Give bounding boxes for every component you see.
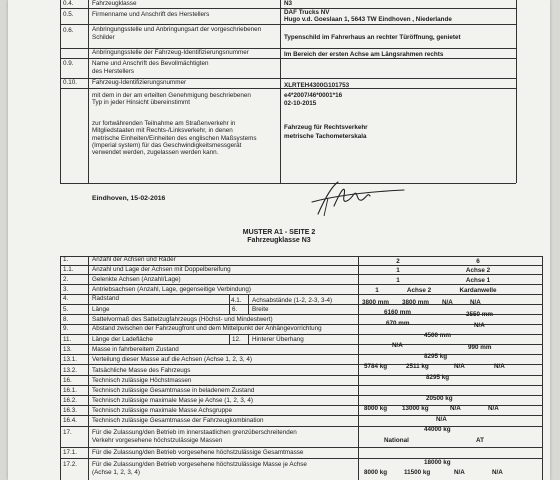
field-label: zur fortwährenden Teilnahme am Straßenverkehr in (92, 120, 236, 127)
field-label: Tatsächliche Masse des Fahrzeugs (92, 367, 191, 374)
approval-date: 02-10-2015 (284, 100, 317, 107)
field-value: 18000 kg (424, 459, 451, 466)
field-label: Für die Zulassung/den Betrieb vorgesehene höchstzulässige Gesamtmasse (92, 449, 304, 456)
field-value: 1 (396, 277, 400, 284)
field-label: Fahrzeug-Identifizierungsnummer (92, 79, 187, 86)
place-date: Eindhoven, 15-02-2016 (92, 195, 166, 202)
field-label: Firmenname und Anschrift des Herstellers (92, 11, 210, 18)
field-value: N/A (442, 299, 453, 306)
field-value: N/A (492, 469, 503, 476)
field-label: Technisch zulässige Höchstmassen (92, 377, 192, 384)
field-value: 8000 kg (364, 405, 388, 412)
field-value: Kardanwelle (459, 287, 497, 294)
field-label: metrische Einheiten/Einheiten des englischen Maßsystems (92, 135, 257, 142)
field-value: 3800 mm (362, 299, 389, 306)
field-label: Technisch zulässige maximale Masse Achsgruppe (92, 407, 232, 414)
field-value: 5784 kg (364, 363, 388, 370)
row-number: 2. (63, 276, 69, 283)
row-number: 1.1. (63, 266, 74, 273)
field-label: Sattelvormaß des Sattelzugfahrzeugs (Höchst- und Mindestwert) (92, 316, 273, 323)
field-label: Verkehr vorgesehene höchstzulässige Massen (92, 437, 223, 444)
field-value: 20500 kg (426, 395, 453, 402)
field-value: N/A (474, 322, 485, 329)
field-value: 13000 kg (402, 405, 429, 412)
field-value: N3 (284, 0, 293, 7)
row-number: 13. (63, 346, 72, 353)
field-value: 2550 mm (466, 311, 493, 318)
field-label: mit dem in der am erteilten Genehmigung beschriebenen (92, 92, 251, 99)
field-value: N/A (488, 405, 499, 412)
row-number: 4. (63, 295, 69, 302)
row-number: 0.5. (63, 11, 74, 18)
row-number: 13.2. (63, 367, 78, 374)
field-value: N/A (450, 405, 461, 412)
row-number: 0.4. (63, 0, 74, 7)
row-number: 4.1. (231, 297, 242, 304)
row-number: 11. (63, 336, 72, 343)
row-number: 12. (232, 336, 241, 343)
field-value: 11500 kg (404, 469, 431, 476)
field-value: Hugo v.d. Goeslaan 1, 5643 TW Eindhoven , Niederlande (284, 16, 452, 23)
field-value: Achse 2 (406, 287, 432, 294)
field-label: Anzahl und Lage der Achsen mit Doppelbereifung (92, 266, 231, 273)
field-label: Mitgliedstaaten mit Rechts-/Linksverkehr, in denen (92, 127, 233, 134)
row-number: 0.6. (63, 27, 74, 34)
field-label: (Imperial system) für das Geschwindigkeitsmessgerät (92, 142, 242, 149)
row-number: 3. (63, 286, 69, 293)
field-value: 3800 mm (402, 299, 429, 306)
row-number: 16.3. (63, 407, 78, 414)
field-value: DAF Trucks NV (284, 9, 330, 16)
field-label: Breite (252, 306, 269, 313)
field-value: 8295 kg (424, 353, 448, 360)
field-value: N/A (494, 363, 505, 370)
row-number: 16.4. (63, 417, 78, 424)
field-value: Achse 1 (465, 277, 491, 284)
field-value: 4500 mm (424, 332, 451, 339)
field-value: 8295 kg (426, 374, 450, 381)
field-value: N/A (392, 342, 403, 349)
field-label: Achsabstände (1-2, 2-3, 3-4) (252, 297, 333, 304)
page-heading: MUSTER A1 - SEITE 2 (242, 229, 316, 236)
page-subheading: Fahrzeugklasse N3 (247, 237, 311, 244)
row-number: 9. (63, 325, 69, 332)
field-label: Anbringungsstelle und Anbringungsart der vorgeschriebenen (92, 26, 262, 33)
field-label: (Achse 1, 2, 3, 4) (92, 469, 140, 476)
field-value: Typenschild im Fahrerhaus an rechter Türöffnung, genietet (284, 34, 461, 41)
field-label: Fahrzeugklasse (92, 0, 137, 7)
field-value: metrische Tachometerskala (284, 133, 367, 140)
field-label: Technisch zulässige Gesamtmasse in beladenem Zustand (92, 387, 255, 394)
field-label: Länge (92, 306, 110, 313)
field-label: Verteilung dieser Masse auf die Achsen (Achse 1, 2, 3, 4) (92, 356, 252, 363)
field-value: Im Bereich der ersten Achse am Längsrahmen rechts (284, 51, 444, 58)
field-value: 6 (476, 258, 480, 265)
field-label: Für die Zulassung/den Betrieb vorgesehene höchstzulässige Masse je Achse (92, 461, 307, 468)
field-value: 1 (375, 287, 379, 294)
field-label: Schilder (92, 34, 115, 41)
field-label: Technisch zulässige Gesamtmasse der Fahrzeugkombination (92, 417, 264, 424)
field-label: des Herstellers (92, 68, 134, 75)
row-number: 17.2. (63, 461, 78, 468)
row-number: 8. (63, 316, 69, 323)
field-label: Masse in fahrbereitem Zustand (92, 346, 179, 353)
field-value: N/A (470, 299, 481, 306)
field-value: N/A (454, 469, 465, 476)
field-value: 2 (396, 258, 400, 265)
field-label: verwendet werden, zugelassen werden kann. (92, 149, 219, 156)
field-label: Technisch zulässige maximale Masse je Achse (1, 2, 3, 4) (92, 397, 253, 404)
field-label: Typ in jeder Hinsicht übereinstimmt (92, 99, 190, 106)
field-label: Anbringungsstelle der Fahrzeug-Identifizierungsnummer (92, 49, 249, 56)
document-page (8, 0, 550, 480)
row-number: 0.10. (63, 79, 78, 86)
field-value: N/A (436, 416, 447, 423)
field-value: National (384, 437, 409, 444)
field-value: N/A (454, 363, 465, 370)
field-value: Achse 2 (465, 267, 491, 274)
row-number: 5. (63, 306, 69, 313)
row-number: 16. (63, 377, 72, 384)
row-number: 6. (232, 306, 238, 313)
field-label: Gelenkte Achsen (Anzahl/Lage) (92, 276, 181, 283)
field-label: Radstand (92, 295, 119, 302)
row-number: 16.1. (63, 387, 78, 394)
field-value: Fahrzeug für Rechtsverkehr (284, 124, 368, 131)
field-label: Anzahl der Achsen und Räder (92, 256, 176, 263)
field-label: Abstand zwischen der Fahrzeugfront und dem Mittelpunkt der Anhängevorrichtung (92, 325, 322, 332)
field-value: 44000 kg (424, 426, 451, 433)
signature-image (304, 176, 414, 220)
field-label: Antriebsachsen (Anzahl, Lage, gegenseitige Verbindung) (92, 286, 251, 293)
row-number: 13.1. (63, 356, 78, 363)
row-number: 17. (63, 429, 72, 436)
field-label: Länge der Ladefläche (92, 336, 153, 343)
row-number: 17.1. (63, 449, 78, 456)
field-value: 6160 mm (384, 309, 411, 316)
field-label: Für die Zulassung/den Betrieb im innerstaatlichen grenzüberschreitenden (92, 429, 297, 436)
field-value: 990 mm (468, 344, 492, 351)
field-value: AT (476, 437, 484, 444)
field-value: 670 mm (386, 320, 410, 327)
approval-number: e4*2007/46*0001*16 (284, 92, 343, 99)
field-value: 8000 kg (364, 469, 388, 476)
row-number: 16.2. (63, 397, 78, 404)
field-value: 2511 kg (406, 363, 429, 370)
field-label: Name und Anschrift des Bevollmächtigten (92, 60, 209, 67)
vin-value: XLRTEH4300G101753 (284, 82, 350, 89)
row-number: 0.9. (63, 60, 74, 67)
row-number: 1. (63, 256, 69, 263)
field-value: 1 (396, 267, 400, 274)
field-label: Hinterer Überhang (252, 336, 304, 343)
